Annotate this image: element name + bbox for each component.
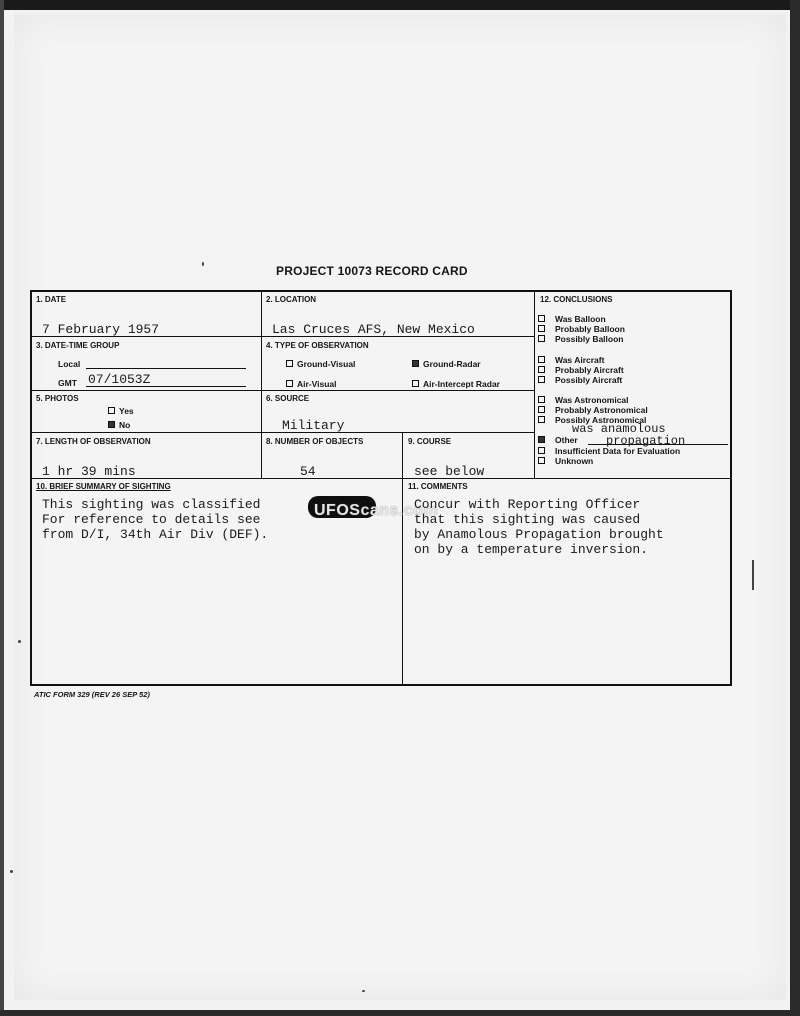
conclusion-label: Insufficient Data for Evaluation [555, 446, 681, 456]
number-of-objects-label: 8. NUMBER OF OBJECTS [266, 437, 364, 446]
conclusion-label: Possibly Aircraft [555, 375, 623, 385]
scan-speck [752, 560, 754, 590]
conclusions-label: 12. CONCLUSIONS [540, 295, 613, 304]
conclusion-label: Possibly Balloon [555, 334, 624, 344]
scan-speck [202, 262, 204, 266]
air-visual-option[interactable] [286, 379, 337, 389]
conclusion-checkbox[interactable] [538, 315, 545, 322]
form-number: ATIC FORM 329 (REV 26 SEP 52) [34, 690, 150, 699]
col-divider-conclusions [534, 292, 535, 478]
conclusion-label: Probably Balloon [555, 324, 625, 334]
ground-visual-checkbox[interactable] [286, 360, 293, 367]
conclusion-label: Was Astronomical [555, 395, 629, 405]
conclusion-label: Was Balloon [555, 314, 606, 324]
scan-edge-right [790, 0, 800, 1016]
gmt-label: GMT [58, 378, 77, 388]
photos-yes-option[interactable] [108, 406, 134, 416]
brief-summary-line-3: from D/I, 34th Air Div (DEF). [42, 527, 269, 542]
brief-summary-line-2: For reference to details see [42, 512, 261, 527]
conclusion-possibly-aircraft[interactable] [538, 375, 622, 385]
air-intercept-radar-checkbox[interactable] [412, 380, 419, 387]
course-value: see below [414, 464, 485, 479]
conclusion-probably-balloon[interactable] [538, 324, 625, 334]
comments-line-4: on by a temperature inversion. [414, 542, 649, 557]
date-value: 7 February 1957 [42, 322, 160, 337]
conclusion-checkbox[interactable] [538, 335, 545, 342]
conclusion-other[interactable] [538, 435, 578, 445]
photos-yes-checkbox[interactable] [108, 407, 115, 414]
location-value: Las Cruces AFS, New Mexico [272, 322, 475, 337]
air-intercept-radar-label: Air-Intercept Radar [423, 379, 500, 389]
air-intercept-radar-option[interactable] [412, 379, 500, 389]
conclusion-checkbox-checked[interactable] [538, 436, 545, 443]
conclusion-checkbox[interactable] [538, 457, 545, 464]
gmt-underline [86, 386, 246, 387]
date-label: 1. DATE [36, 295, 67, 304]
row-divider-4 [32, 478, 730, 479]
ground-visual-option[interactable] [286, 359, 355, 369]
conclusion-checkbox[interactable] [538, 366, 545, 373]
conclusion-label: Possibly Astronomical [555, 415, 647, 425]
comments-line-1: Concur with Reporting Officer [414, 497, 641, 512]
conclusion-other-value-line-1: was anamolous [572, 422, 666, 436]
conclusion-checkbox[interactable] [538, 396, 545, 403]
conclusion-checkbox[interactable] [538, 356, 545, 363]
conclusion-was-aircraft[interactable] [538, 355, 604, 365]
conclusion-checkbox[interactable] [538, 376, 545, 383]
row-divider-2 [32, 390, 534, 391]
scan-speck [18, 640, 21, 643]
conclusion-probably-aircraft[interactable] [538, 365, 624, 375]
photos-no-option[interactable] [108, 420, 130, 430]
photos-no-label: No [119, 420, 131, 430]
conclusion-unknown[interactable] [538, 456, 593, 466]
conclusion-insufficient-data[interactable] [538, 446, 680, 456]
scan-speck [10, 870, 13, 873]
conclusion-probably-astronomical[interactable] [538, 405, 648, 415]
photos-label: 5. PHOTOS [36, 394, 79, 403]
source-label: 6. SOURCE [266, 394, 310, 403]
conclusion-label: Probably Aircraft [555, 365, 624, 375]
source-value: Military [282, 418, 345, 433]
scan-edge-top [0, 0, 800, 10]
ground-radar-label: Ground-Radar [423, 359, 481, 369]
conclusion-label: Other [555, 435, 578, 445]
gmt-value: 07/1053Z [88, 372, 151, 387]
conclusion-was-balloon[interactable] [538, 314, 606, 324]
length-of-observation-value: 1 hr 39 mins [42, 464, 136, 479]
air-visual-checkbox[interactable] [286, 380, 293, 387]
comments-label: 11. COMMENTS [408, 482, 468, 491]
ground-radar-option[interactable] [412, 359, 481, 369]
conclusion-label: Unknown [555, 456, 594, 466]
type-of-observation-label: 4. TYPE OF OBSERVATION [266, 341, 369, 350]
ground-visual-label: Ground-Visual [297, 359, 356, 369]
brief-summary-label: 10. BRIEF SUMMARY OF SIGHTING [36, 482, 171, 491]
date-time-group-label: 3. DATE-TIME GROUP [36, 341, 120, 350]
col-divider-main [261, 292, 262, 478]
card-title: PROJECT 10073 RECORD CARD [276, 264, 468, 278]
length-of-observation-label: 7. LENGTH OF OBSERVATION [36, 437, 151, 446]
col-divider-course [402, 432, 403, 478]
comments-line-2: that this sighting was caused [414, 512, 641, 527]
local-label: Local [58, 359, 81, 369]
scan-edge-bottom [0, 1010, 800, 1016]
photos-yes-label: Yes [119, 406, 134, 416]
conclusion-checkbox[interactable] [538, 325, 545, 332]
ground-radar-checkbox[interactable] [412, 360, 419, 367]
local-underline [86, 368, 246, 369]
conclusion-possibly-balloon[interactable] [538, 334, 624, 344]
watermark: UFOScans.com [314, 502, 439, 519]
location-label: 2. LOCATION [266, 295, 317, 304]
conclusion-label: Probably Astronomical [555, 405, 648, 415]
conclusion-checkbox[interactable] [538, 416, 545, 423]
number-of-objects-value: 54 [300, 464, 316, 479]
comments-line-3: by Anamolous Propagation brought [414, 527, 664, 542]
brief-summary-line-1: This sighting was classified [42, 497, 261, 512]
conclusion-checkbox[interactable] [538, 447, 545, 454]
conclusion-other-value-line-2: propagation [606, 434, 686, 448]
scan-speck [362, 990, 365, 992]
conclusion-was-astronomical[interactable] [538, 395, 629, 405]
photos-no-checkbox[interactable] [108, 421, 115, 428]
scan-edge-left [0, 0, 4, 1016]
course-label: 9. COURSE [408, 437, 452, 446]
air-visual-label: Air-Visual [297, 379, 337, 389]
conclusion-checkbox[interactable] [538, 406, 545, 413]
conclusion-label: Was Aircraft [555, 355, 605, 365]
